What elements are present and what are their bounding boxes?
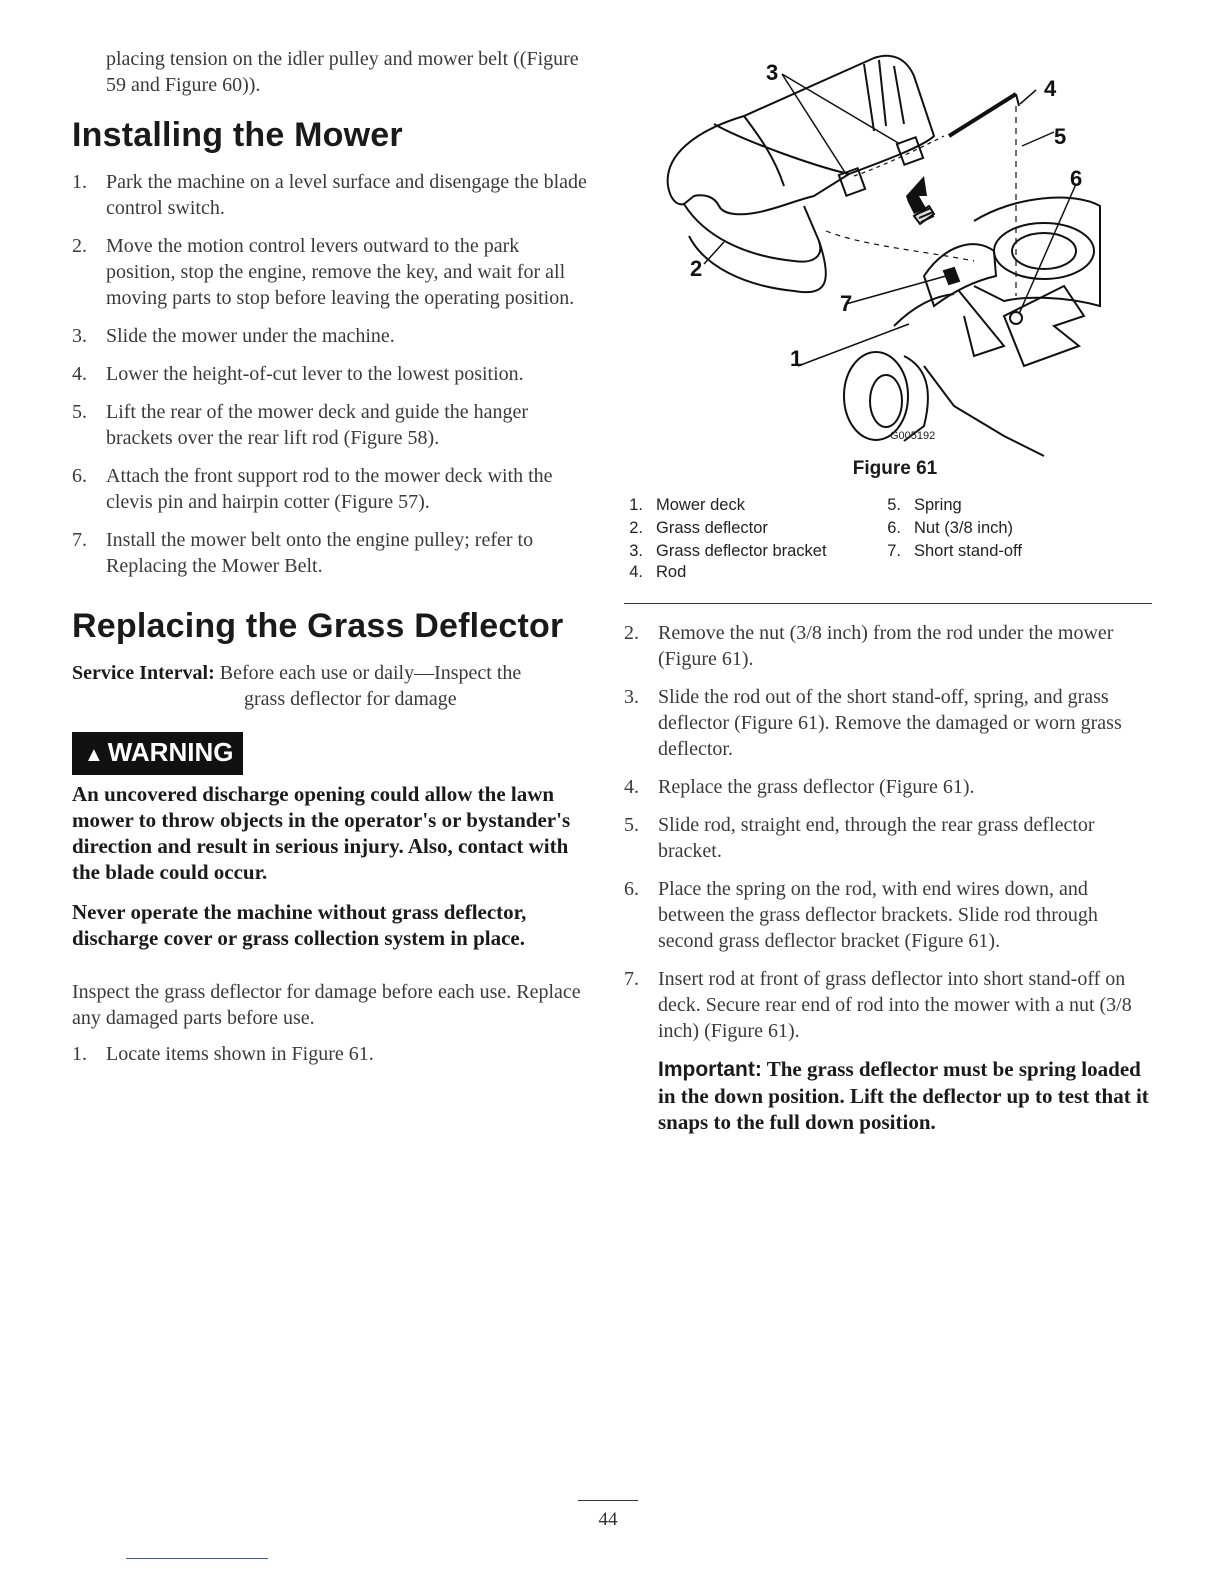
warning-text-never-operate: Never operate the machine without grass deflector, discharge cover or grass collection system in place. (72, 900, 527, 950)
step-number: 3. (72, 325, 87, 347)
figure-caption: Figure 61 (852, 458, 938, 479)
mower-deck-shape (974, 198, 1100, 306)
step-number: 6. (624, 878, 639, 900)
service-interval-text: Before each use or daily—Inspect the (219, 662, 522, 684)
callout-3: 3 (766, 60, 779, 85)
step-text: Lift the rear of the mower deck and guide the hanger brackets over the rear lift rod (Figure 58). (106, 401, 529, 449)
figure-61-illustration (624, 46, 1152, 466)
callout-6: 6 (1070, 166, 1083, 191)
important-label: Important: (658, 1058, 762, 1081)
list-item (72, 527, 592, 579)
step-number: 5. (72, 401, 87, 423)
legend-item (624, 494, 882, 517)
step-number: 6. (72, 465, 87, 487)
step-text: Attach the front support rod to the mower deck with the clevis pin and hairpin cotter (Figure 57). (106, 465, 553, 513)
list-item (624, 966, 1152, 1044)
step-number: 7. (624, 968, 639, 990)
list-item (624, 812, 1152, 864)
legend-number: 2. (629, 519, 643, 537)
legend-item (882, 494, 1132, 517)
step-number: 7. (72, 529, 87, 551)
step-text: Insert rod at front of grass deflector into short stand-off on deck. Secure rear end of rod into the mower with a nut (3/8 inch) (Figure 61). (658, 968, 1132, 1042)
warning-triangle-icon: ▲ (84, 744, 104, 766)
replace-steps-list-start (72, 1041, 592, 1067)
list-item (624, 620, 1152, 672)
step-text: Place the spring on the rod, with end wires down, and between the grass deflector brackets. Slide rod through second grass deflector bracket (Figure 61). (658, 878, 1098, 952)
wheel-shape (844, 352, 908, 440)
legend-item (882, 540, 1132, 563)
replace-steps-list (624, 620, 1152, 1044)
list-item (624, 876, 1152, 954)
step-number: 4. (624, 776, 639, 798)
step-number: 3. (624, 686, 639, 708)
warning-badge (72, 732, 243, 775)
step-text: Move the motion control levers outward to the park position, stop the engine, remove the key, and wait for all moving parts to stop before leaving the operating position. (106, 235, 575, 309)
callout-7: 7 (840, 291, 853, 316)
bracket-shape (897, 137, 923, 165)
legend-item (624, 517, 882, 540)
grass-deflector-shape (668, 56, 934, 215)
legend-item (624, 563, 882, 581)
service-interval-label: Service Interval: (72, 662, 215, 684)
step-number: 1. (72, 1043, 87, 1065)
intro-paragraph: placing tension on the idler pulley and mower belt ((Figure 59 and Figure 60)). (106, 48, 579, 96)
step-number: 2. (624, 622, 639, 644)
step-text: Replace the grass deflector (Figure 61). (658, 776, 975, 798)
callout-2: 2 (690, 256, 703, 281)
figure-code: G005192 (890, 430, 936, 442)
figure-divider (624, 603, 1152, 604)
replacing-deflector-heading: Replacing the Grass Deflector (72, 607, 564, 645)
legend-number: 4. (629, 563, 643, 581)
legend-number: 6. (887, 519, 901, 537)
service-interval-text-continued: grass deflector for damage (244, 688, 457, 710)
left-column (72, 46, 592, 1079)
list-item (72, 399, 592, 451)
legend-item (882, 517, 1132, 540)
list-item (72, 323, 592, 349)
list-item (72, 233, 592, 311)
step-text: Locate items shown in Figure 61. (106, 1043, 374, 1065)
legend-item (624, 540, 882, 563)
step-number: 2. (72, 235, 87, 257)
step-text: Park the machine on a level surface and disengage the blade control switch. (106, 171, 587, 219)
nut-shape (1010, 312, 1022, 324)
grass-deflector-diagram (624, 46, 1152, 466)
legend-label: Mower deck (656, 496, 745, 514)
legend-label: Rod (656, 563, 687, 581)
list-item (72, 169, 592, 221)
step-text: Slide rod, straight end, through the rear grass deflector bracket. (658, 814, 1095, 862)
page-number: 44 (578, 1500, 638, 1531)
rod-shape (949, 94, 1016, 136)
warning-text: An uncovered discharge opening could allow the lawn mower to throw objects in the operator's or bystander's direction and result in serious injury. Also, contact with the blade could occur. (72, 782, 571, 884)
legend-label: Spring (914, 496, 962, 514)
callout-5: 5 (1054, 124, 1067, 149)
legend-number: 5. (887, 496, 901, 514)
step-text: Install the mower belt onto the engine pulley; refer to Replacing the Mower Belt. (106, 529, 534, 577)
legend-number: 1. (629, 496, 643, 514)
step-number: 4. (72, 363, 87, 385)
list-item (72, 361, 592, 387)
legend-label: Short stand-off (914, 542, 1022, 560)
important-note (658, 1056, 1152, 1135)
standoff-shape (944, 268, 959, 284)
step-text: Lower the height-of-cut lever to the lowest position. (106, 363, 524, 385)
install-steps-list (72, 169, 592, 579)
callout-4: 4 (1044, 76, 1057, 101)
callout-1: 1 (790, 346, 803, 371)
legend-label: Grass deflector bracket (656, 542, 827, 560)
warning-label: WARNING (107, 737, 234, 767)
inspect-paragraph: Inspect the grass deflector for damage before each use. Replace any damaged parts before use. (72, 981, 581, 1029)
legend-number: 3. (629, 542, 643, 560)
step-text: Slide the mower under the machine. (106, 325, 395, 347)
step-number: 1. (72, 171, 87, 193)
footnote-link-rule (126, 1558, 268, 1559)
step-text: Slide the rod out of the short stand-off, spring, and grass deflector (Figure 61). Remove the damaged or worn grass deflector. (658, 686, 1122, 760)
legend-label: Nut (3/8 inch) (914, 519, 1014, 537)
figure-legend (624, 494, 1152, 581)
service-interval (72, 660, 592, 712)
list-item (624, 684, 1152, 762)
list-item (72, 1041, 592, 1067)
important-text: The grass deflector must be spring loaded in the down position. Lift the deflector up to test that it snaps to the full down position. (658, 1057, 1149, 1134)
list-item (624, 774, 1152, 800)
list-item (72, 463, 592, 515)
step-text: Remove the nut (3/8 inch) from the rod under the mower (Figure 61). (658, 622, 1114, 670)
legend-label: Grass deflector (656, 519, 768, 537)
legend-number: 7. (887, 542, 901, 560)
installing-mower-heading: Installing the Mower (72, 116, 403, 154)
right-column (624, 46, 1152, 1135)
step-number: 5. (624, 814, 639, 836)
